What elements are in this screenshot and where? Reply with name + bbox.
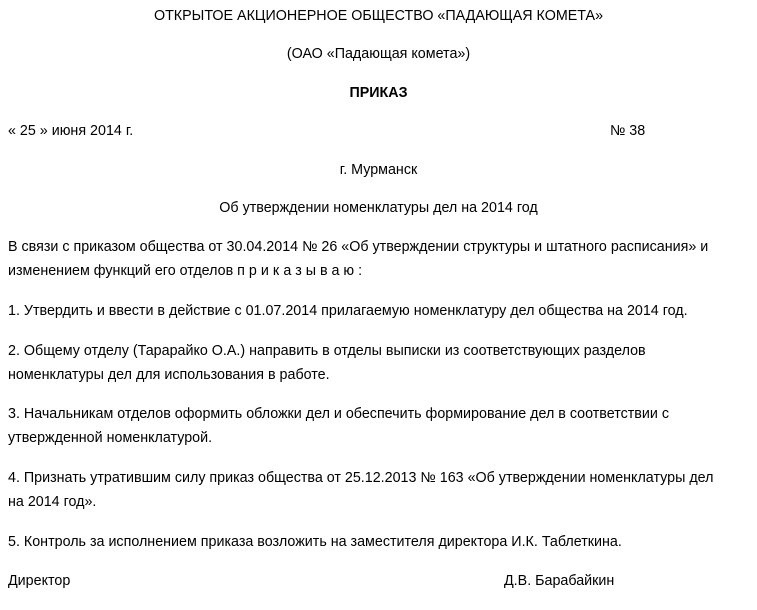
order-item-2-line-1: 2. Общему отделу (Тарарайко О.А.) направить в отделы выписки из соответствующих разделов [8,343,646,359]
order-date: « 25 » июня 2014 г. [8,123,134,139]
preamble-line-2-start: изменением функций его отделов [8,263,238,279]
preamble-line-2-end: : [358,263,363,279]
order-number: № 38 [610,123,646,139]
order-item-3-line-1: 3. Начальникам отделов оформить обложки дел и обеспечить формирование дел в соответствии с [8,406,669,422]
order-item-4-line-1: 4. Признать утратившим силу приказ общества от 25.12.2013 № 163 «Об утверждении номенклатуры дел [8,470,714,486]
preamble-order-word: приказываю [237,263,359,279]
preamble-line-2 [8,262,362,280]
document-type-title: ПРИКАЗ [349,85,408,101]
order-item-2-line-2: номенклатуры дел для использования в работе. [8,367,330,383]
order-item-4-line-2: на 2014 год». [8,494,97,510]
order-subject: Об утверждении номенклатуры дел на 2014 год [219,200,538,216]
company-full-name: ОТКРЫТОЕ АКЦИОНЕРНОЕ ОБЩЕСТВО «ПАДАЮЩАЯ КОМЕТА» [153,8,604,24]
signature-name: Д.В. Барабайкин [504,573,615,589]
order-item-3-line-2: утвержденной номенклатурой. [8,430,213,446]
order-item-1: 1. Утвердить и ввести в действие с 01.07.2014 прилагаемую номенклатуру дел общества на 2014 год. [8,303,688,319]
company-short-name: (ОАО «Падающая комета») [286,46,471,62]
signature-position: Директор [8,573,71,589]
order-city: г. Мурманск [339,162,418,178]
order-item-5: 5. Контроль за исполнением приказа возложить на заместителя директора И.К. Таблеткина. [8,534,622,550]
preamble-line-1: В связи с приказом общества от 30.04.2014 № 26 «Об утверждении структуры и штатного расписания» и [8,239,709,255]
